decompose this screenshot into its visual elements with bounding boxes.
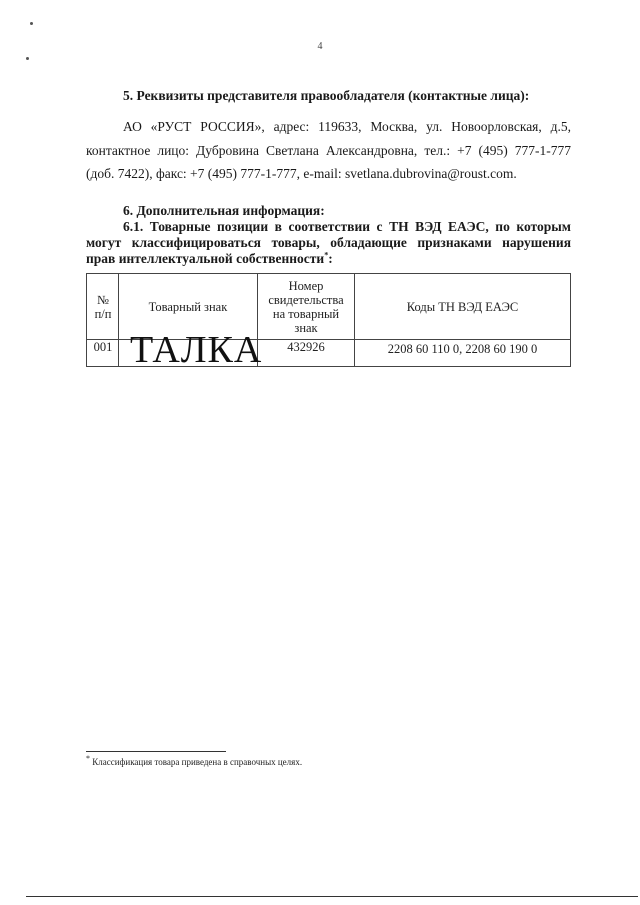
- section-6-1-line-3: [86, 251, 333, 267]
- footnote-reference: *: [324, 250, 329, 260]
- page-bottom-edge: [26, 896, 638, 897]
- footnote-mark: *: [86, 754, 90, 763]
- section-6-1-colon: :: [328, 251, 333, 266]
- scan-dot-left: [26, 57, 29, 60]
- section-5-heading: 5. Реквизиты представителя правообладателя (контактные лица):: [123, 88, 530, 103]
- page-number: 4: [317, 41, 323, 52]
- scan-dot-top: [30, 22, 33, 25]
- table-line-top: [86, 273, 571, 274]
- section-5-line-3: (доб. 7422), факс: +7 (495) 777-1-777, e-mail: svetlana.dubrovina@roust.com.: [86, 166, 517, 181]
- section-6-1-line-3-text: прав интеллектуальной собственности: [86, 251, 325, 266]
- section-5-line-2: контактное лицо: Дубровина Светлана Александровна, тел.: +7 (495) 777-1-777: [86, 143, 571, 158]
- header-trademark: Товарный знак: [148, 300, 228, 314]
- section-6-1-line-1: 6.1. Товарные позиции в соответствии с ТН ВЭД ЕАЭС, по которым: [123, 219, 571, 234]
- header-num: № п/п: [94, 293, 112, 321]
- row-1-trademark: ТАЛКА: [130, 329, 263, 371]
- table-line-v4: [570, 273, 571, 367]
- header-certificate: Номер свидетельства на товарный знак: [268, 279, 344, 335]
- section-6-heading: 6. Дополнительная информация:: [123, 203, 325, 218]
- section-5-line-1: АО «РУСТ РОССИЯ», адрес: 119633, Москва, ул. Новоорловская, д.5,: [123, 119, 571, 134]
- footnote-text: Классификация товара приведена в справочных целях.: [92, 757, 303, 767]
- footnote-divider: [86, 751, 226, 752]
- footnote: [86, 754, 303, 767]
- row-1-certificate: 432926: [287, 340, 325, 354]
- header-codes: Коды ТН ВЭД ЕАЭС: [406, 300, 519, 314]
- row-1-num: 001: [93, 340, 113, 354]
- table-line-v0: [86, 273, 87, 367]
- row-1-codes: 2208 60 110 0, 2208 60 190 0: [387, 342, 538, 356]
- section-6-1-line-2: могут классифицироваться товары, обладающие признаками нарушения: [86, 235, 571, 250]
